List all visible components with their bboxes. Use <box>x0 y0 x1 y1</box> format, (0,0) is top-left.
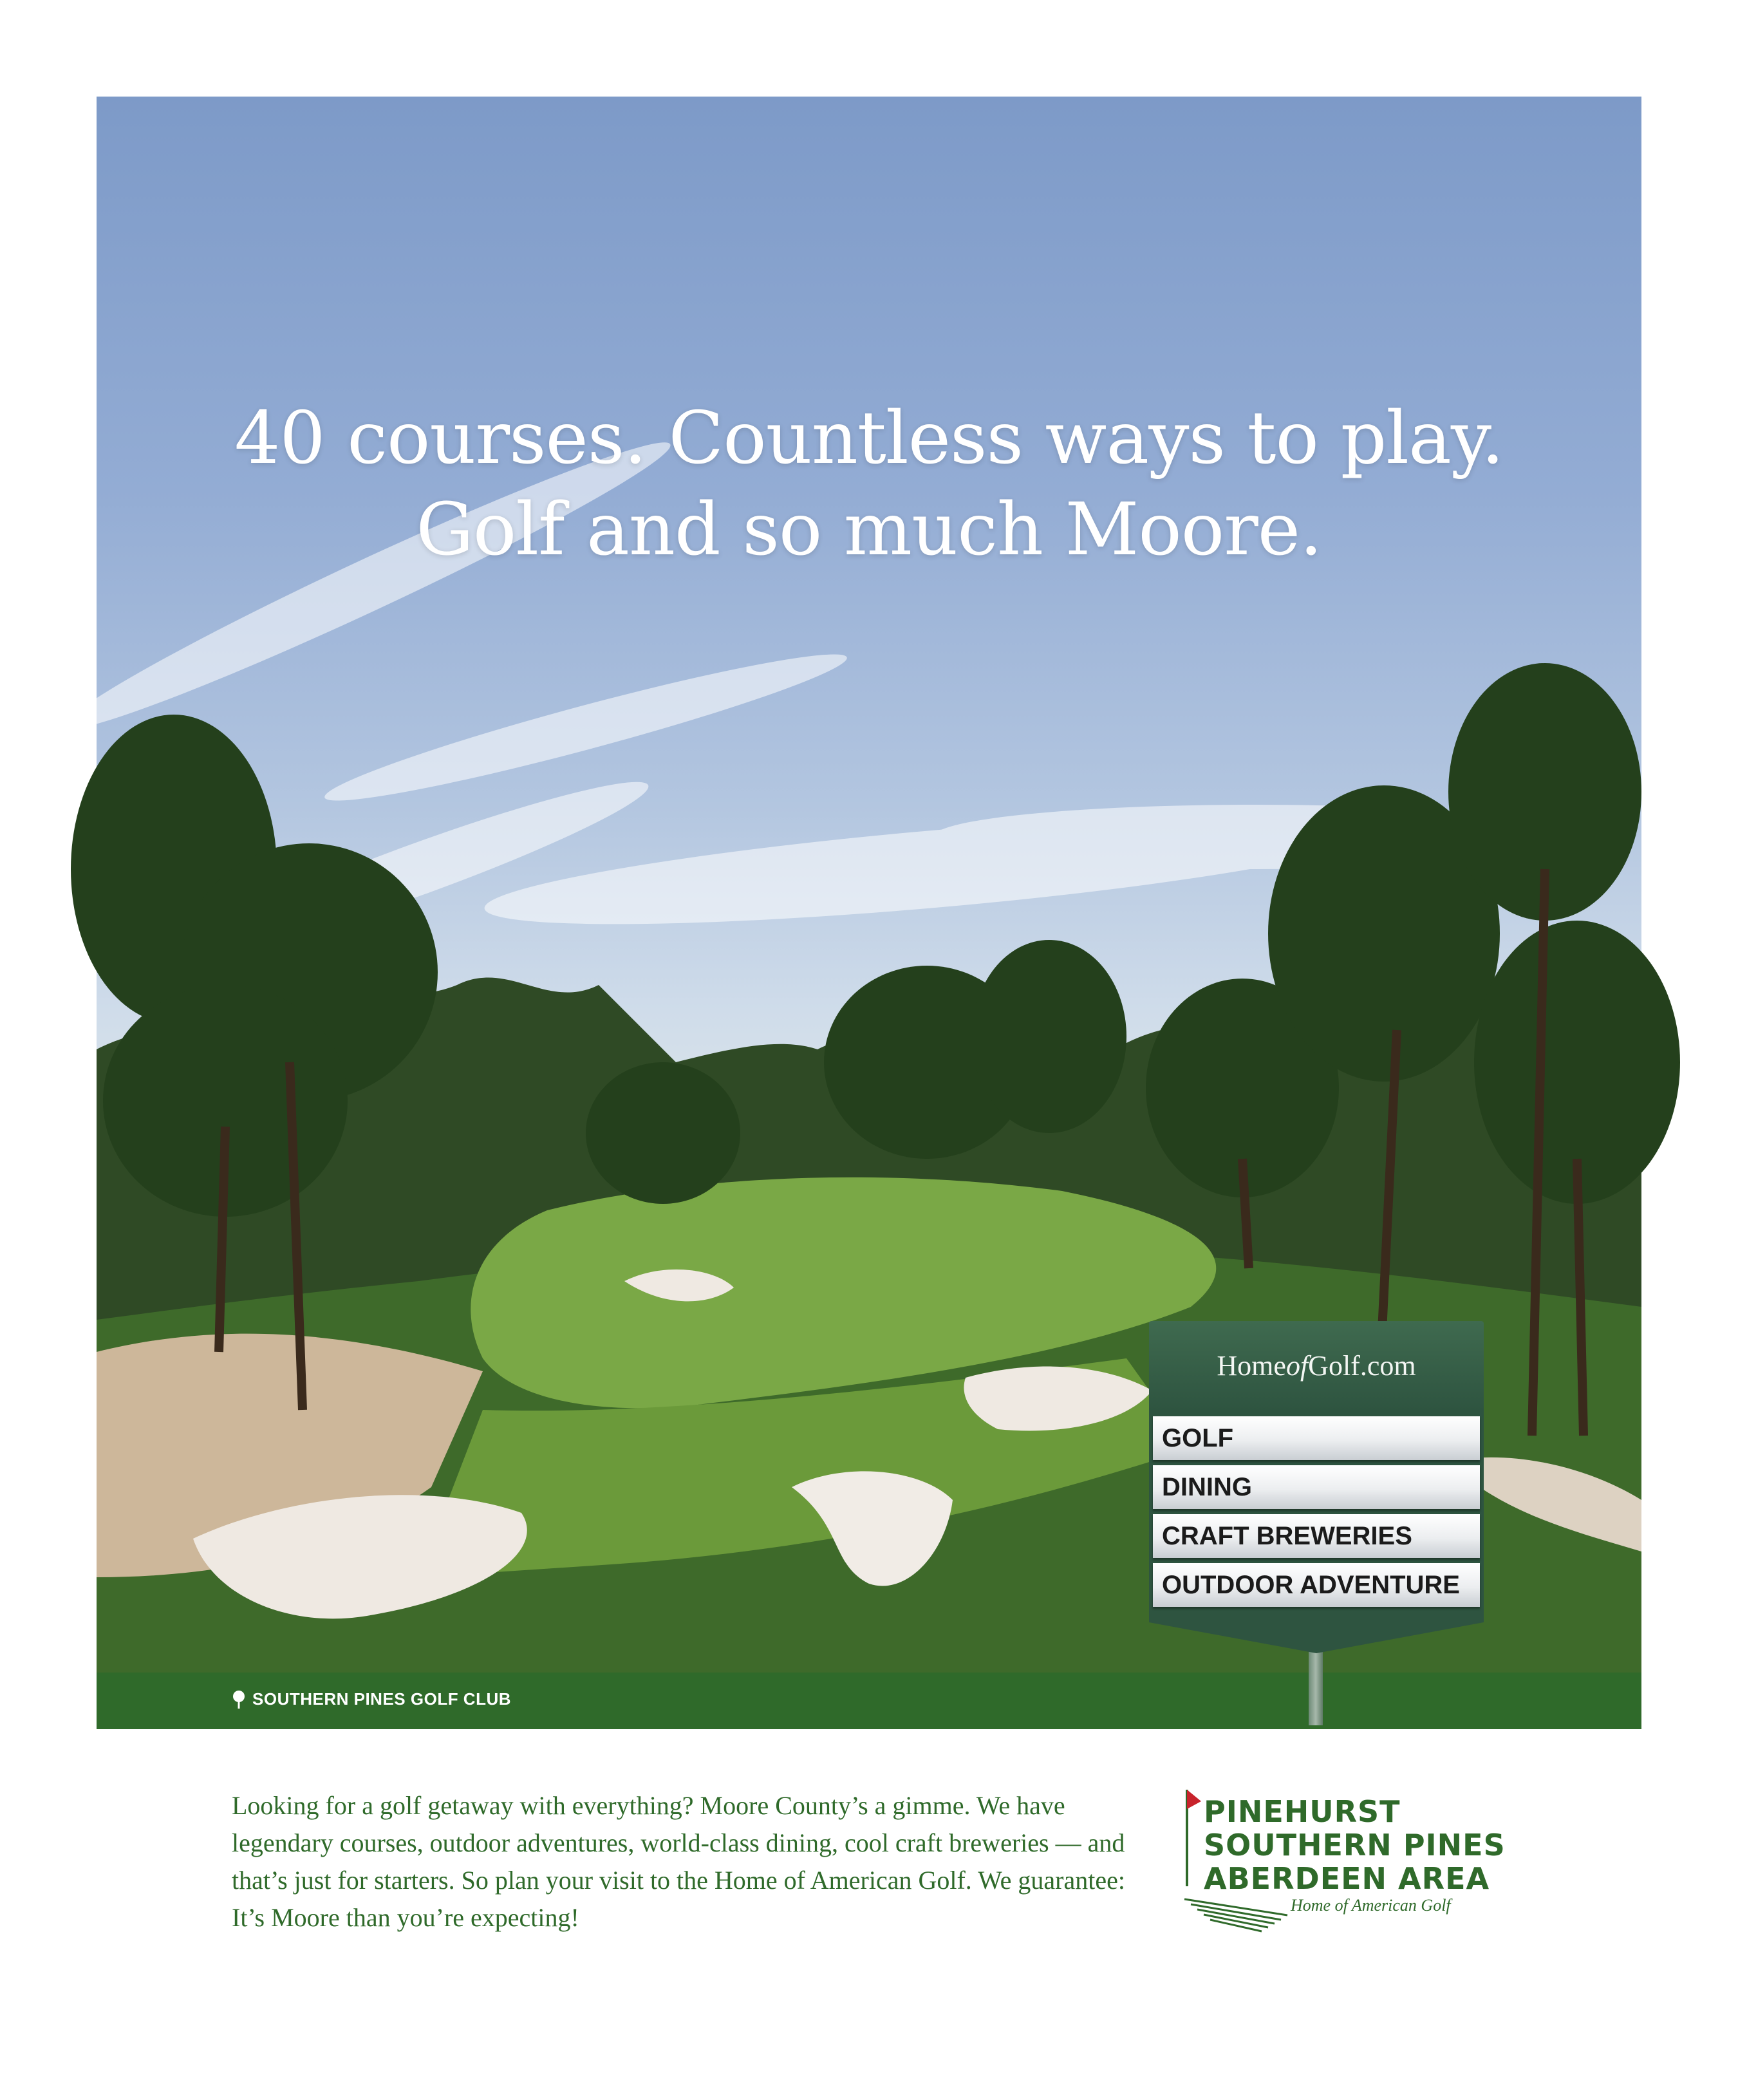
sign-item-craft-breweries: CRAFT BREWERIES <box>1153 1514 1480 1558</box>
logo-line-3: ABERDEEN AREA <box>1204 1861 1490 1896</box>
sign-rows <box>1149 1411 1484 1616</box>
photo-caption <box>232 1689 511 1709</box>
location-pin-icon <box>232 1690 246 1709</box>
sign-url-of: of <box>1285 1350 1309 1382</box>
logo-tagline: Home of American Golf <box>1291 1896 1451 1915</box>
body-copy: Looking for a golf getaway with everything? Moore County’s a gimme. We have legendary courses, outdoor adventures, world-class dining, cool craft breweries — and that’s just for starters. So plan your visit to the Home of American Golf. We guarantee: It’s Moore than you’re expecting! <box>232 1791 1125 1932</box>
sign-url-suffix: Golf.com <box>1308 1350 1416 1382</box>
headline-line-1: 40 courses. Countless ways to play. <box>234 397 1504 480</box>
directional-sign <box>1149 1321 1484 1658</box>
logo-wordmark <box>1204 1795 1506 1895</box>
headline <box>97 393 1641 576</box>
sign-item-outdoor-adventure: OUTDOOR ADVENTURE <box>1153 1563 1480 1607</box>
flag-icon <box>1187 1790 1201 1809</box>
logo-line-1: PINEHURST <box>1204 1794 1401 1829</box>
sign-url-prefix: Home <box>1217 1350 1286 1382</box>
sign-pointed-bottom <box>1149 1616 1484 1655</box>
sign-item-dining: DINING <box>1153 1465 1480 1509</box>
logo-line-2: SOUTHERN PINES <box>1204 1828 1506 1862</box>
sign-item-golf: GOLF <box>1153 1416 1480 1460</box>
headline-line-2: Golf and so much Moore. <box>416 488 1322 572</box>
caption-text: SOUTHERN PINES GOLF CLUB <box>252 1689 512 1709</box>
sign-header <box>1149 1321 1484 1411</box>
